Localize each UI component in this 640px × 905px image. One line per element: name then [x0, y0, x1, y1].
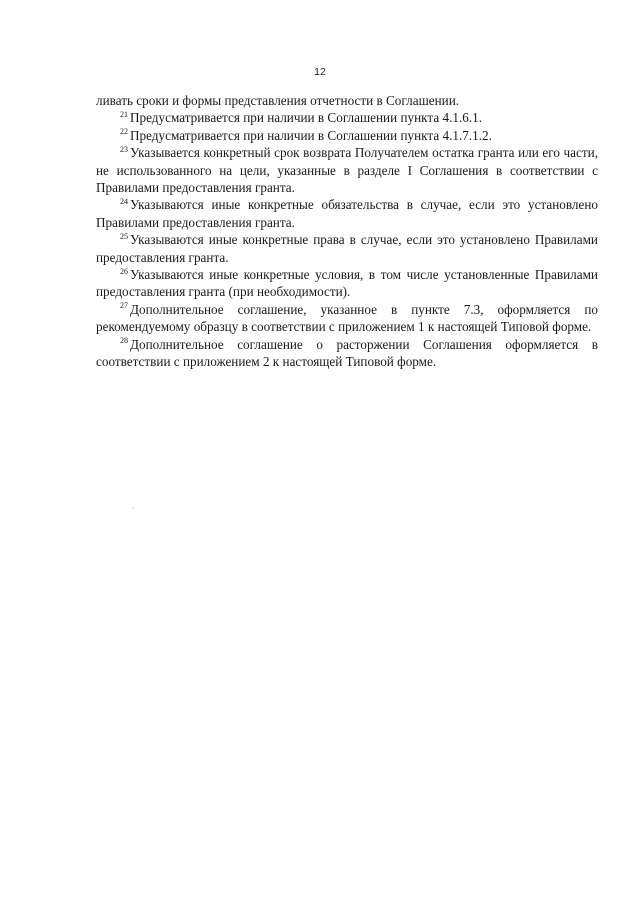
footnote-text: Предусматривается при наличии в Соглашении пункта 4.1.7.1.2.: [130, 127, 492, 143]
page-number: 12: [314, 66, 326, 78]
footnote-24: [96, 196, 598, 231]
footnote-mark: 26: [120, 266, 128, 276]
footnote-mark: 23: [120, 144, 128, 154]
footnote-mark: 25: [120, 231, 128, 241]
footnotes-block: [96, 92, 598, 371]
footnote-27: [96, 301, 598, 336]
footnote-text: Дополнительное соглашение о расторжении Соглашения оформляется в соответствии с приложением 2 к настоящей Типовой форме.: [96, 336, 598, 370]
scan-speck: [133, 508, 134, 509]
footnote-mark: 28: [120, 336, 128, 346]
footnote-mark: 27: [120, 301, 128, 311]
footnote-text: Указывается конкретный срок возврата Получателем остатка гранта или его части, не использованного на цели, указанные в разделе I Соглашения в соответствии с Правилами предоставления гранта.: [96, 145, 598, 196]
footnote-mark: 24: [120, 197, 128, 207]
continuation-text: ливать сроки и формы представления отчетности в Соглашении.: [96, 93, 460, 108]
footnote-text: Указываются иные конкретные условия, в том числе установленные Правилами предоставления гранта (при необходимости).: [96, 267, 598, 300]
footnote-text: Указываются иные конкретные права в случае, если это установлено Правилами предоставления гранта.: [96, 232, 598, 265]
footnote-text: Указываются иные конкретные обязательства в случае, если это установлено Правилами предоставления гранта.: [96, 197, 598, 230]
footnote-26: [96, 266, 598, 301]
footnote-28: [96, 336, 598, 371]
footnote-mark: 22: [120, 127, 128, 137]
footnote-25: [96, 231, 598, 266]
footnote-text: Предусматривается при наличии в Соглашении пункта 4.1.6.1.: [130, 110, 483, 126]
footnote-22: [96, 127, 598, 144]
footnote-23: [96, 144, 598, 196]
footnote-text: Дополнительное соглашение, указанное в пункте 7.3, оформляется по рекомендуемому образцу в соответствии с приложением 1 к настоящей Типовой форме.: [96, 301, 598, 335]
footnote-mark: 21: [120, 110, 128, 120]
footnote-21: [96, 109, 598, 126]
